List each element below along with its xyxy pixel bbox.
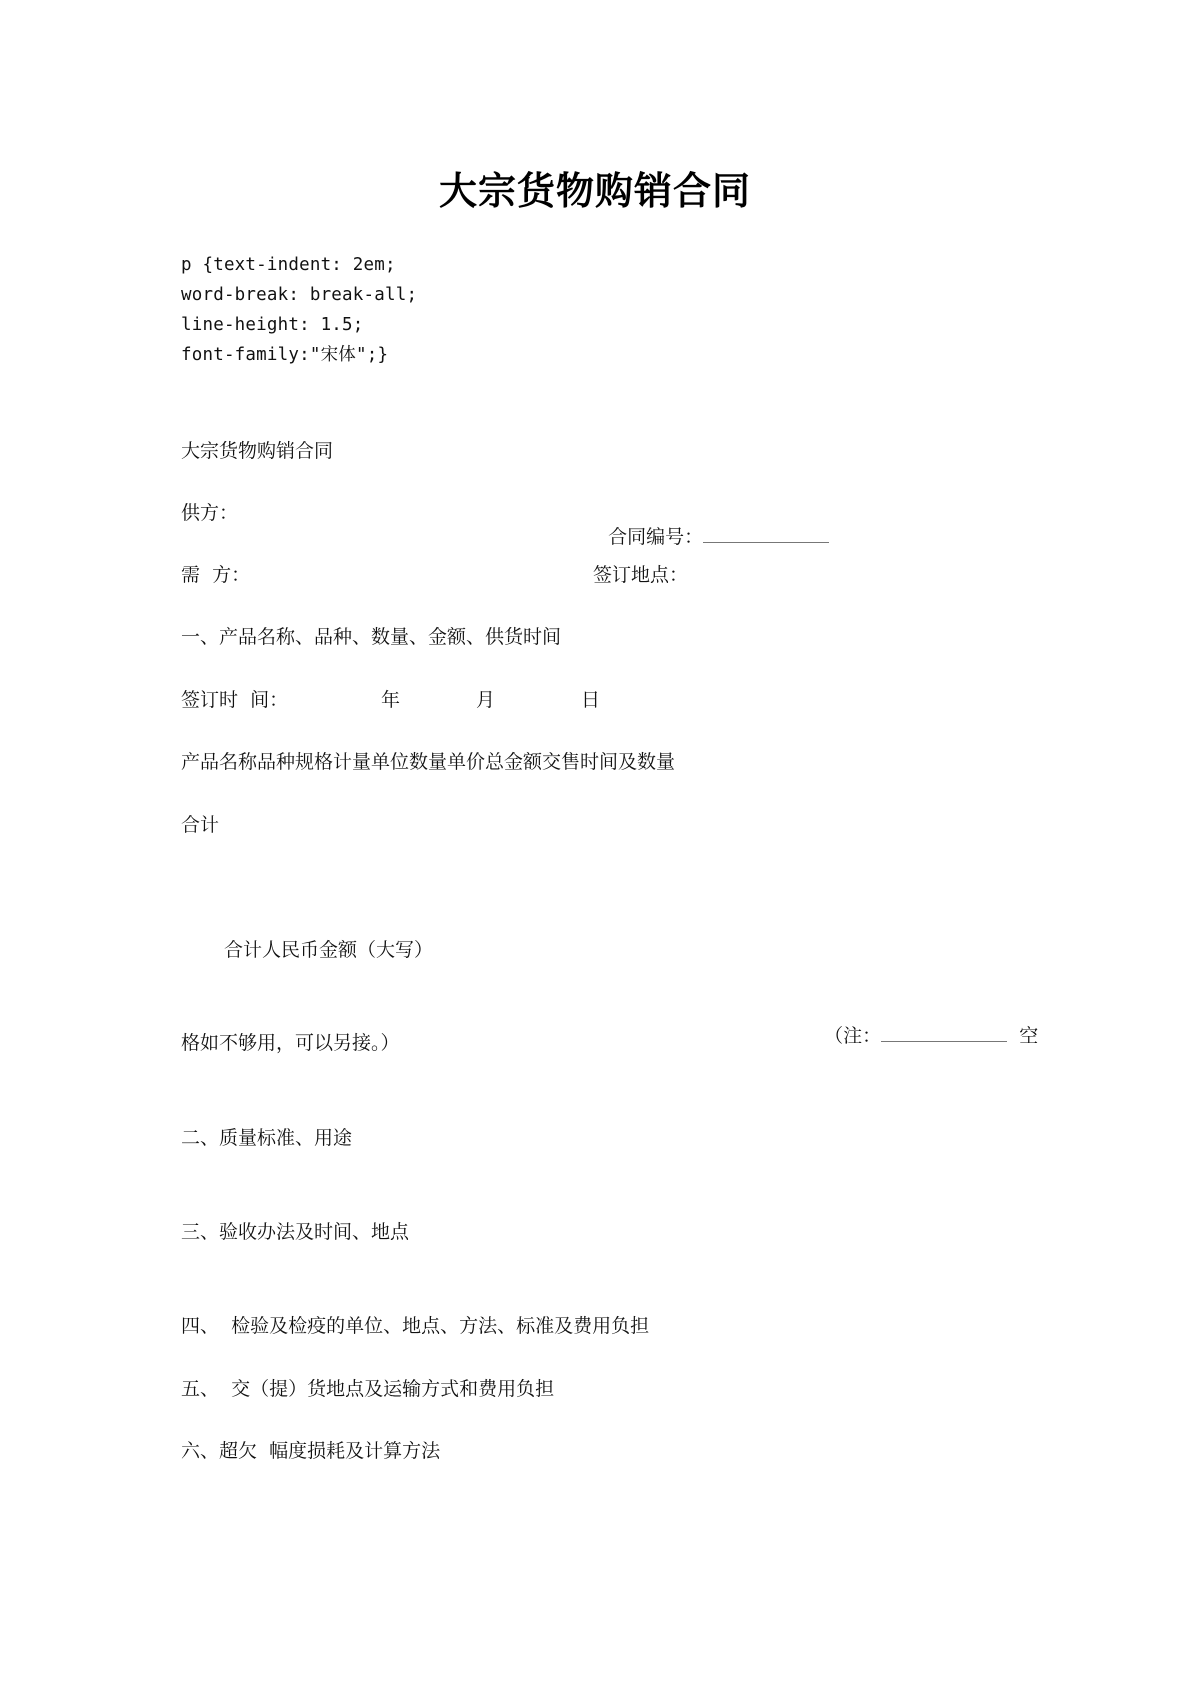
section-6-heading: 六、超欠 幅度损耗及计算方法 <box>181 1440 441 1462</box>
note-prefix: （注： <box>824 1025 882 1047</box>
subtitle: 大宗货物购销合同 <box>181 440 334 462</box>
section-5-heading: 五、 交（提）货地点及运输方式和费用负担 <box>181 1378 555 1400</box>
section-1-heading: 一、产品名称、品种、数量、金额、供货时间 <box>181 626 562 648</box>
css-snippet-line-1: p {text-indent: 2em; <box>181 255 396 275</box>
sign-place-label: 签订地点： <box>593 564 689 586</box>
css-snippet-line-3: line-height: 1.5; <box>181 315 364 335</box>
year-label: 年 <box>381 689 401 711</box>
buyer-label: 需 方： <box>181 564 251 586</box>
section-2-heading: 二、质量标准、用途 <box>181 1127 353 1149</box>
contract-number-label: 合同编号： <box>608 526 704 548</box>
supplier-label: 供方： <box>181 502 239 524</box>
note-continuation: 格如不够用，可以另接。） <box>181 1032 400 1054</box>
note-suffix: 空 <box>1019 1025 1039 1047</box>
total-rmb-label: 合计人民币金额（大写） <box>224 939 434 961</box>
day-label: 日 <box>581 689 601 711</box>
css-snippet-line-2: word-break: break-all; <box>181 285 418 305</box>
sign-time-label: 签订时 间： <box>181 689 289 711</box>
total-label: 合计 <box>181 814 220 836</box>
note-blank <box>881 1025 1007 1042</box>
document-title: 大宗货物购销合同 <box>438 168 751 213</box>
note-line <box>800 1000 1038 1072</box>
month-label: 月 <box>476 689 496 711</box>
product-table-header: 产品名称品种规格计量单位数量单价总金额交售时间及数量 <box>181 751 676 773</box>
contract-number-blank <box>703 526 829 543</box>
css-snippet-line-4: font-family:"宋体";} <box>181 345 389 365</box>
section-4-heading: 四、 检验及检疫的单位、地点、方法、标准及费用负担 <box>181 1315 650 1337</box>
section-3-heading: 三、验收办法及时间、地点 <box>181 1221 410 1243</box>
